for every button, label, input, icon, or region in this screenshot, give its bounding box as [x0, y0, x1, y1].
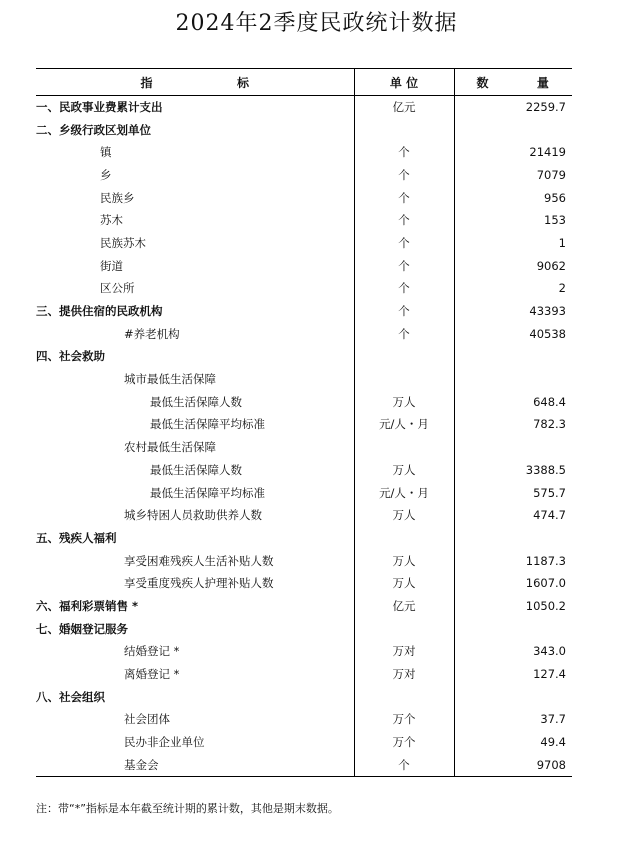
indicator-cell: 享受困难残疾人生活补贴人数 — [124, 553, 274, 568]
table-row — [36, 685, 572, 708]
table-row — [36, 617, 572, 640]
stats-table — [36, 68, 572, 777]
table-row — [36, 731, 572, 754]
indicator-cell: 最低生活保障人数 — [150, 462, 242, 477]
value-cell: 2259.7 — [454, 96, 572, 119]
value-cell — [454, 527, 572, 550]
table-row — [36, 527, 572, 550]
value-cell: 474.7 — [454, 504, 572, 527]
value-cell: 49.4 — [454, 731, 572, 754]
indicator-cell: 社会团体 — [124, 712, 170, 727]
indicator-cell: 民族乡 — [100, 190, 135, 205]
indicator-cell: 离婚登记 * — [124, 667, 180, 682]
value-cell: 43393 — [454, 300, 572, 323]
header-amount-char1: 数 — [476, 75, 489, 90]
value-cell: 1607.0 — [454, 572, 572, 595]
table-row — [36, 322, 572, 345]
table-header-row — [36, 69, 572, 96]
value-cell — [454, 685, 572, 708]
unit-cell: 万人 — [354, 390, 454, 413]
unit-cell: 万人 — [354, 572, 454, 595]
unit-cell — [354, 368, 454, 391]
indicator-cell: 乡 — [100, 167, 112, 182]
indicator-cell: 三、提供住宿的民政机构 — [36, 304, 163, 319]
indicator-cell: 享受重度残疾人护理补贴人数 — [124, 576, 274, 591]
value-cell: 782.3 — [454, 413, 572, 436]
unit-cell: 万个 — [354, 708, 454, 731]
header-indicator-char2: 标 — [236, 75, 249, 90]
indicator-cell: 城乡特困人员救助供养人数 — [124, 508, 262, 523]
unit-cell: 个 — [354, 322, 454, 345]
indicator-cell: 结婚登记 * — [124, 644, 180, 659]
unit-cell: 个 — [354, 164, 454, 187]
value-cell — [454, 345, 572, 368]
header-amount-char2: 量 — [536, 75, 549, 90]
unit-cell — [354, 118, 454, 141]
indicator-cell: 七、婚姻登记服务 — [36, 621, 128, 636]
unit-cell — [354, 527, 454, 550]
table-row — [36, 481, 572, 504]
unit-cell: 万个 — [354, 731, 454, 754]
indicator-cell: #养老机构 — [124, 326, 180, 341]
value-cell — [454, 436, 572, 459]
table-row — [36, 209, 572, 232]
table-row — [36, 640, 572, 663]
unit-cell — [354, 345, 454, 368]
indicator-cell: 五、残疾人福利 — [36, 530, 117, 545]
unit-cell: 个 — [354, 141, 454, 164]
page-title: 2024年2季度民政统计数据 — [175, 11, 458, 36]
value-cell: 127.4 — [454, 663, 572, 686]
indicator-cell: 最低生活保障人数 — [150, 394, 242, 409]
unit-cell: 个 — [354, 277, 454, 300]
indicator-cell: 四、社会救助 — [36, 349, 105, 364]
table-row — [36, 595, 572, 618]
header-indicator-char1: 指 — [140, 75, 153, 90]
value-cell — [454, 368, 572, 391]
value-cell: 3388.5 — [454, 459, 572, 482]
table-row — [36, 436, 572, 459]
table-row — [36, 663, 572, 686]
table-row — [36, 254, 572, 277]
value-cell: 7079 — [454, 164, 572, 187]
value-cell: 343.0 — [454, 640, 572, 663]
table-row — [36, 232, 572, 255]
unit-cell: 个 — [354, 753, 454, 776]
table-body — [36, 96, 572, 777]
indicator-cell: 区公所 — [100, 281, 135, 296]
indicator-cell: 镇 — [100, 145, 112, 160]
table-row — [36, 141, 572, 164]
value-cell: 956 — [454, 186, 572, 209]
indicator-cell: 六、福利彩票销售 * — [36, 598, 139, 613]
table-row — [36, 413, 572, 436]
value-cell: 1187.3 — [454, 549, 572, 572]
unit-cell: 万人 — [354, 504, 454, 527]
indicator-cell: 街道 — [100, 258, 123, 273]
unit-cell: 元/人・月 — [354, 481, 454, 504]
value-cell: 153 — [454, 209, 572, 232]
table-row — [36, 390, 572, 413]
indicator-cell: 民办非企业单位 — [124, 735, 205, 750]
unit-cell: 个 — [354, 209, 454, 232]
unit-cell — [354, 685, 454, 708]
value-cell: 21419 — [454, 141, 572, 164]
value-cell: 40538 — [454, 322, 572, 345]
value-cell: 575.7 — [454, 481, 572, 504]
table-row — [36, 459, 572, 482]
unit-cell: 万人 — [354, 549, 454, 572]
table-row — [36, 118, 572, 141]
value-cell: 9062 — [454, 254, 572, 277]
table-row — [36, 345, 572, 368]
unit-cell: 万对 — [354, 663, 454, 686]
indicator-cell: 民族苏木 — [100, 235, 146, 250]
footnote: 注：带“*”指标是本年截至统计期的累计数，其他是期末数据。 — [36, 802, 339, 815]
indicator-cell: 城市最低生活保障 — [124, 372, 216, 387]
value-cell: 1 — [454, 232, 572, 255]
table-row — [36, 164, 572, 187]
unit-cell: 元/人・月 — [354, 413, 454, 436]
table-row — [36, 753, 572, 776]
table-row — [36, 277, 572, 300]
unit-cell: 个 — [354, 186, 454, 209]
unit-cell — [354, 436, 454, 459]
unit-cell — [354, 617, 454, 640]
table-row — [36, 572, 572, 595]
indicator-cell: 农村最低生活保障 — [124, 440, 216, 455]
indicator-cell: 二、乡级行政区划单位 — [36, 122, 151, 137]
table-row — [36, 504, 572, 527]
indicator-cell: 基金会 — [36, 753, 354, 776]
unit-cell: 个 — [354, 300, 454, 323]
header-indicator — [36, 69, 354, 96]
stats-table-container — [36, 68, 572, 777]
value-cell: 2 — [454, 277, 572, 300]
table-row — [36, 708, 572, 731]
indicator-cell: 最低生活保障平均标准 — [150, 485, 265, 500]
indicator-cell: 八、社会组织 — [36, 689, 105, 704]
value-cell — [454, 617, 572, 640]
indicator-cell: 一、民政事业费累计支出 — [36, 100, 163, 115]
value-cell: 648.4 — [454, 390, 572, 413]
value-cell: 37.7 — [454, 708, 572, 731]
unit-cell: 个 — [354, 254, 454, 277]
value-cell: 9708 — [454, 753, 572, 776]
table-row — [36, 368, 572, 391]
unit-cell: 个 — [354, 232, 454, 255]
value-cell: 1050.2 — [454, 595, 572, 618]
unit-cell: 万人 — [354, 459, 454, 482]
indicator-cell: 苏木 — [100, 213, 123, 228]
table-row — [36, 186, 572, 209]
indicator-cell: 最低生活保障平均标准 — [150, 417, 265, 432]
table-row — [36, 96, 572, 119]
header-amount — [454, 69, 572, 96]
unit-cell: 亿元 — [354, 96, 454, 119]
unit-cell: 万对 — [354, 640, 454, 663]
value-cell — [454, 118, 572, 141]
table-row — [36, 300, 572, 323]
unit-cell: 亿元 — [354, 595, 454, 618]
table-row — [36, 549, 572, 572]
header-unit: 单 位 — [354, 69, 454, 96]
